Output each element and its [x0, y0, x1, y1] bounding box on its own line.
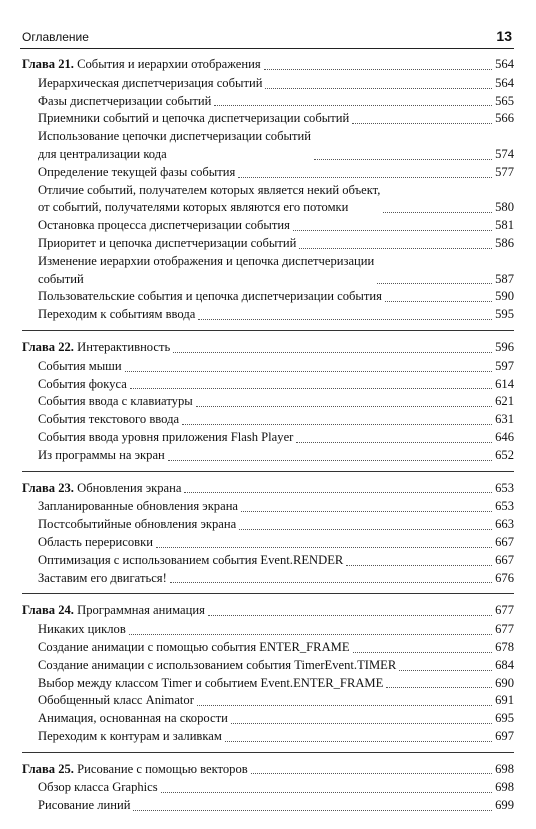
toc-entry[interactable]: [22, 128, 514, 164]
leader-dots: [385, 301, 492, 302]
leader-dots: [214, 105, 492, 106]
entry-title: [22, 411, 179, 429]
entry-title-line: Переходим к событиям ввода: [38, 307, 196, 322]
entry-page: 684: [495, 657, 514, 672]
chapter-number: Глава 24.: [22, 603, 74, 618]
entry-title-line: Заставим его двигаться!: [38, 570, 167, 585]
entry-page: 564: [495, 75, 514, 90]
leader-dots: [265, 88, 492, 89]
entry-title-line: Остановка процесса диспетчеризации события: [38, 218, 290, 233]
entry-title-line: от событий, получателями которых являются его потомки: [38, 200, 349, 215]
leader-dots: [353, 652, 493, 653]
toc-entry[interactable]: [22, 639, 514, 657]
toc-entry[interactable]: [22, 164, 514, 182]
entry-title-line: Создание анимации с помощью события ENTER_FRAME: [38, 639, 350, 654]
toc-entry[interactable]: [22, 429, 514, 447]
entry-page: 631: [495, 412, 514, 427]
entry-page: 677: [495, 622, 514, 637]
chapter-title: [22, 56, 261, 74]
entry-page: 676: [495, 570, 514, 585]
entry-title-line: Из программы на экран: [38, 447, 165, 462]
leader-dots: [399, 670, 492, 671]
leader-dots: [125, 371, 492, 372]
leader-dots: [241, 511, 492, 512]
entry-page: 646: [495, 429, 514, 444]
table-of-contents: [22, 56, 514, 829]
entry-page: 614: [495, 376, 514, 391]
chapter-page: 564: [495, 57, 514, 71]
entry-title-line: Обобщенный класс Animator: [38, 693, 194, 708]
chapter-block: [22, 56, 514, 331]
entry-title: [22, 288, 382, 306]
chapter-title: [22, 480, 181, 498]
entry-page: 697: [495, 728, 514, 743]
toc-entry[interactable]: [22, 235, 514, 253]
entry-page: 566: [495, 111, 514, 126]
entry-title: [22, 675, 383, 693]
leader-dots: [156, 547, 492, 548]
entry-page: 667: [495, 552, 514, 567]
chapter-block: [22, 339, 514, 472]
entry-title-line: Переходим к контурам и заливкам: [38, 728, 222, 743]
chapter-name: События и иерархии отображения: [77, 57, 261, 71]
chapter-block: [22, 602, 514, 752]
toc-entry[interactable]: [22, 675, 514, 693]
leader-dots: [225, 741, 492, 742]
toc-entry[interactable]: [22, 358, 514, 376]
entry-page: 652: [495, 447, 514, 462]
chapter-title: [22, 339, 170, 357]
toc-entry[interactable]: [22, 182, 514, 218]
entry-title: [22, 534, 153, 552]
chapter-name: Интерактивность: [77, 339, 171, 354]
entry-title: [22, 358, 122, 376]
toc-entry[interactable]: [22, 552, 514, 570]
chapter-page: 596: [495, 339, 514, 354]
entry-title-line: Иерархическая диспетчеризация событий: [38, 75, 263, 90]
toc-entry[interactable]: [22, 253, 514, 289]
toc-entry[interactable]: [22, 447, 514, 465]
entry-title-line: Определение текущей фазы события: [38, 164, 236, 179]
entry-title: [22, 710, 228, 728]
entry-title-line: Приоритет и цепочка диспетчеризации событий: [38, 235, 297, 250]
leader-dots: [184, 492, 492, 493]
toc-entry[interactable]: [22, 779, 514, 797]
chapter-name: Обновления экрана: [77, 480, 182, 495]
page-number: 13: [496, 28, 512, 44]
leader-dots: [264, 69, 492, 70]
leader-dots: [352, 123, 492, 124]
entry-title-line: Создание анимации с использованием события TimerEvent.TIMER: [38, 657, 397, 672]
toc-entry[interactable]: [22, 657, 514, 675]
leader-dots: [196, 406, 492, 407]
entry-page: 695: [495, 711, 514, 726]
toc-entry[interactable]: [22, 411, 514, 429]
chapter-name: Программная анимация: [77, 603, 205, 618]
entry-title-line: событий: [38, 271, 84, 286]
entry-title: [22, 253, 374, 289]
chapter-number: Глава 25.: [22, 761, 74, 776]
toc-entry[interactable]: [22, 498, 514, 516]
leader-dots: [168, 460, 492, 461]
entry-title-line: Постсобытийные обновления экрана: [38, 517, 237, 532]
leader-dots: [182, 424, 492, 425]
toc-entry[interactable]: [22, 534, 514, 552]
toc-entry[interactable]: [22, 728, 514, 746]
leader-dots: [197, 705, 492, 706]
chapter-page: 698: [495, 761, 514, 776]
entry-title-line: Изменение иерархии отображения и цепочка диспетчеризации: [38, 253, 375, 268]
chapter-row[interactable]: [22, 56, 514, 74]
entry-title-line: События ввода уровня приложения Flash Player: [38, 429, 294, 444]
entry-title-line: Обзор класса Graphics: [38, 780, 158, 795]
entry-title: [22, 498, 238, 516]
entry-title-line: События ввода с клавиатуры: [38, 394, 193, 409]
entry-title: [22, 393, 193, 411]
entry-title-line: События мыши: [38, 358, 122, 373]
entry-title: [22, 552, 343, 570]
toc-entry[interactable]: [22, 217, 514, 235]
leader-dots: [198, 319, 492, 320]
chapter-page: 677: [495, 603, 514, 618]
entry-title: [22, 621, 126, 639]
entry-title: [22, 235, 296, 253]
leader-dots: [251, 773, 492, 774]
leader-dots: [314, 159, 492, 160]
leader-dots: [293, 230, 492, 231]
entry-title: [22, 570, 167, 588]
entry-title: [22, 182, 380, 218]
toc-entry[interactable]: [22, 110, 514, 128]
entry-title: [22, 657, 396, 675]
entry-title: [22, 779, 158, 797]
entry-title: [22, 376, 127, 394]
entry-title-line: для централизации кода: [38, 146, 167, 161]
running-header: [20, 28, 514, 49]
leader-dots: [173, 352, 492, 353]
chapter-row[interactable]: [22, 339, 514, 357]
entry-title: [22, 306, 195, 324]
toc-entry[interactable]: [22, 692, 514, 710]
toc-entry[interactable]: [22, 288, 514, 306]
entry-page: 565: [495, 93, 514, 108]
leader-dots: [386, 687, 492, 688]
toc-entry[interactable]: [22, 516, 514, 534]
entry-page: 621: [495, 394, 514, 409]
entry-title-line: Пользовательские события и цепочка диспетчеризации события: [38, 289, 382, 304]
toc-entry[interactable]: [22, 570, 514, 588]
leader-dots: [383, 212, 492, 213]
entry-title-line: Использование цепочки диспетчеризации событий: [38, 129, 311, 144]
entry-page: 586: [495, 235, 514, 250]
entry-title-line: Фазы диспетчеризации событий: [38, 93, 212, 108]
chapter-number: Глава 22.: [22, 339, 74, 354]
entry-title-line: Рисование линий: [38, 798, 131, 813]
leader-dots: [239, 529, 492, 530]
chapter-row[interactable]: [22, 761, 514, 779]
entry-title-line: События фокуса: [38, 376, 127, 391]
leader-dots: [129, 634, 492, 635]
entry-page: 597: [495, 358, 514, 373]
chapter-page: 653: [495, 480, 514, 495]
entry-page: 587: [495, 271, 514, 286]
leader-dots: [161, 792, 492, 793]
entry-title: [22, 128, 311, 164]
entry-page: 590: [495, 289, 514, 304]
toc-entry[interactable]: [22, 393, 514, 411]
leader-dots: [208, 615, 492, 616]
entry-page: 574: [495, 146, 514, 161]
leader-dots: [299, 248, 492, 249]
entry-page: 577: [495, 164, 514, 179]
entry-page: 667: [495, 534, 514, 549]
chapter-number: Глава 21.: [22, 57, 74, 71]
chapter-block: [22, 761, 514, 821]
entry-title-line: Приемники событий и цепочка диспетчеризации событий: [38, 111, 350, 126]
chapter-row[interactable]: [22, 480, 514, 498]
entry-title-line: Оптимизация с использованием события Event.RENDER: [38, 552, 344, 567]
chapter-block: [22, 480, 514, 595]
leader-dots: [296, 442, 492, 443]
entry-title-line: Область перерисовки: [38, 534, 153, 549]
toc-entry[interactable]: [22, 621, 514, 639]
entry-title: [22, 429, 293, 447]
entry-title: [22, 692, 194, 710]
chapter-number: Глава 23.: [22, 480, 74, 495]
leader-dots: [133, 810, 492, 811]
entry-title: [22, 516, 236, 534]
entry-title-line: Запланированные обновления экрана: [38, 499, 239, 514]
entry-title: [22, 217, 290, 235]
section-name: Оглавление: [22, 30, 89, 44]
chapter-row[interactable]: [22, 602, 514, 620]
toc-entry[interactable]: [22, 376, 514, 394]
leader-dots: [130, 388, 492, 389]
entry-page: 653: [495, 499, 514, 514]
entry-title: [22, 639, 350, 657]
entry-page: 595: [495, 307, 514, 322]
entry-page: 580: [495, 200, 514, 215]
entry-title: [22, 75, 262, 93]
leader-dots: [238, 177, 492, 178]
entry-page: 678: [495, 639, 514, 654]
leader-dots: [346, 565, 492, 566]
toc-entry[interactable]: [22, 75, 514, 93]
entry-page: 690: [495, 675, 514, 690]
entry-title: [22, 728, 222, 746]
chapter-title: [22, 761, 248, 779]
chapter-name: Рисование с помощью векторов: [77, 761, 248, 776]
chapter-title: [22, 602, 205, 620]
leader-dots: [170, 582, 492, 583]
entry-page: 691: [495, 693, 514, 708]
entry-title-line: Отличие событий, получателем которых является некий объект,: [38, 182, 381, 197]
entry-page: 581: [495, 218, 514, 233]
entry-title: [22, 447, 165, 465]
entry-page: 698: [495, 780, 514, 795]
leader-dots: [231, 723, 492, 724]
entry-title-line: Выбор между классом Timer и событием Event.ENTER_FRAME: [38, 675, 384, 690]
entry-page: 699: [495, 798, 514, 813]
entry-title-line: Анимация, основанная на скорости: [38, 711, 228, 726]
entry-title-line: Никаких циклов: [38, 622, 126, 637]
entry-title: [22, 110, 349, 128]
entry-title-line: События текстового ввода: [38, 412, 180, 427]
entry-title: [22, 164, 235, 182]
toc-entry[interactable]: [22, 306, 514, 324]
leader-dots: [377, 283, 492, 284]
toc-entry[interactable]: [22, 93, 514, 111]
entry-title: [22, 93, 211, 111]
entry-page: 663: [495, 517, 514, 532]
toc-entry[interactable]: [22, 710, 514, 728]
